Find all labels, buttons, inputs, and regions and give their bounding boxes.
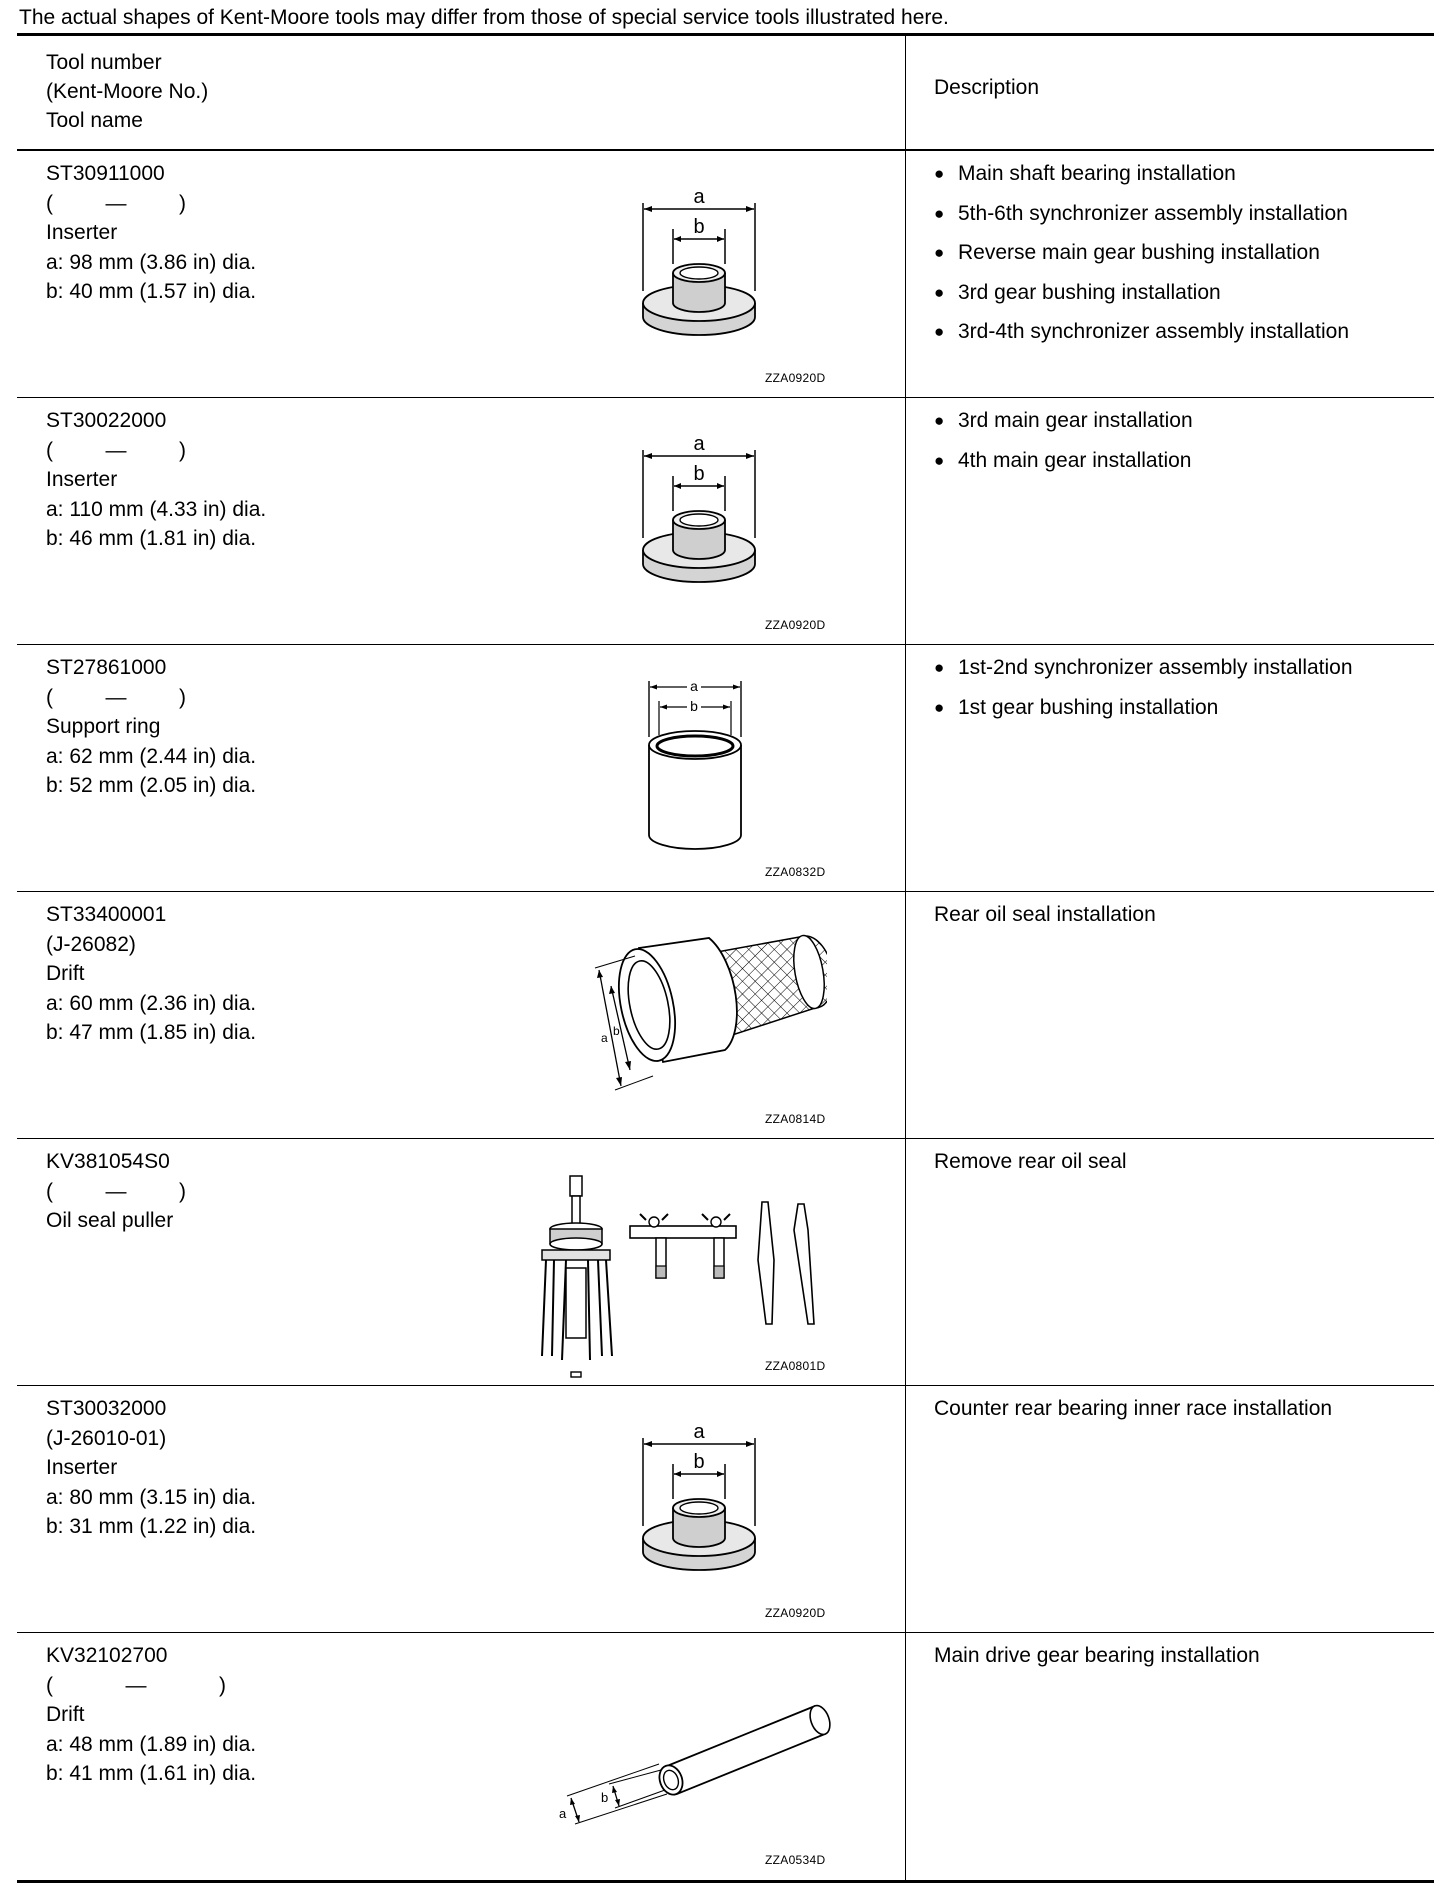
tool-cell bbox=[17, 645, 906, 891]
tool-name: Inserter bbox=[46, 468, 118, 491]
description-cell bbox=[906, 1633, 1434, 1880]
list-item: ● 3rd-4th synchronizer assembly installation bbox=[934, 317, 1349, 357]
inserter-illustration bbox=[617, 1416, 777, 1596]
support-ring-illustration bbox=[637, 667, 757, 867]
svg-text:a: a bbox=[690, 678, 698, 694]
kent-moore-number: (J-26082) bbox=[46, 932, 136, 956]
table-row bbox=[17, 1386, 1434, 1633]
tool-number: ST27861000 bbox=[46, 656, 167, 679]
figure-code: ZZA0814D bbox=[765, 1112, 826, 1126]
table-row bbox=[17, 892, 1434, 1139]
table-header bbox=[17, 36, 1434, 151]
drift-illustration bbox=[577, 930, 827, 1100]
svg-text:b: b bbox=[601, 1790, 609, 1805]
tool-cell bbox=[17, 892, 906, 1138]
description-cell bbox=[906, 398, 1434, 644]
dimension-b: b: 46 mm (1.81 in) dia. bbox=[46, 527, 257, 550]
kent-moore-number: ( — ) bbox=[46, 685, 186, 709]
tool-cell bbox=[17, 398, 906, 644]
table-row bbox=[17, 151, 1434, 398]
inserter-illustration bbox=[617, 181, 777, 361]
svg-text:a: a bbox=[693, 1421, 705, 1443]
special-service-tools-table bbox=[17, 33, 1434, 1883]
header-tool-name: Tool name bbox=[46, 109, 143, 132]
dimension-a: a: 60 mm (2.36 in) dia. bbox=[46, 991, 257, 1015]
inserter-illustration bbox=[617, 428, 777, 608]
tool-description: Remove rear oil seal bbox=[934, 1150, 1127, 1173]
list-item: ● 5th-6th synchronizer assembly installation bbox=[934, 199, 1349, 239]
description-cell bbox=[906, 1139, 1434, 1385]
svg-text:a: a bbox=[693, 186, 705, 208]
dimension-b: b: 40 mm (1.57 in) dia. bbox=[46, 280, 257, 303]
figure-code: ZZA0534D bbox=[765, 1853, 826, 1867]
drift-rod-illustration bbox=[547, 1688, 837, 1848]
dimension-a: a: 80 mm (3.15 in) dia. bbox=[46, 1485, 257, 1509]
list-item: ● 3rd main gear installation bbox=[934, 406, 1193, 446]
list-item: ● 1st gear bushing installation bbox=[934, 693, 1353, 733]
tool-cell bbox=[17, 1386, 906, 1632]
dimension-b: b: 31 mm (1.22 in) dia. bbox=[46, 1515, 257, 1538]
svg-text:a: a bbox=[559, 1806, 567, 1821]
tool-number: ST30032000 bbox=[46, 1397, 167, 1420]
figure-code: ZZA0920D bbox=[765, 371, 826, 385]
usage-list bbox=[934, 406, 1193, 485]
description-cell bbox=[906, 892, 1434, 1138]
list-item: ● 1st-2nd synchronizer assembly installation bbox=[934, 653, 1353, 693]
description-cell bbox=[906, 645, 1434, 891]
list-item: ● 4th main gear installation bbox=[934, 446, 1193, 486]
table-row bbox=[17, 398, 1434, 645]
table-row bbox=[17, 1633, 1434, 1880]
table-row bbox=[17, 1139, 1434, 1386]
figure-code: ZZA0920D bbox=[765, 1606, 826, 1620]
usage-list bbox=[934, 653, 1353, 732]
dimension-a: a: 48 mm (1.89 in) dia. bbox=[46, 1732, 257, 1756]
header-tool-number: Tool number bbox=[46, 51, 162, 74]
dimension-b: b: 52 mm (2.05 in) dia. bbox=[46, 774, 257, 797]
kent-moore-number: (J-26010-01) bbox=[46, 1426, 167, 1450]
tool-number: ST30911000 bbox=[46, 162, 165, 185]
tool-number: KV381054S0 bbox=[46, 1150, 170, 1173]
figure-code: ZZA0832D bbox=[765, 865, 826, 879]
list-item: ● 3rd gear bushing installation bbox=[934, 278, 1349, 318]
header-description-column bbox=[906, 36, 1434, 149]
kent-moore-number: ( — ) bbox=[46, 191, 186, 215]
svg-text:b: b bbox=[613, 1024, 620, 1038]
tool-name: Support ring bbox=[46, 715, 161, 738]
header-tool-column bbox=[17, 36, 906, 149]
tool-name: Drift bbox=[46, 962, 85, 985]
tool-name: Inserter bbox=[46, 1456, 118, 1479]
kent-moore-number: ( — ) bbox=[46, 1673, 226, 1697]
usage-list bbox=[934, 159, 1349, 357]
svg-text:a: a bbox=[693, 433, 705, 455]
svg-text:b: b bbox=[693, 216, 705, 238]
tool-number: ST33400001 bbox=[46, 903, 167, 926]
tool-number: KV32102700 bbox=[46, 1644, 168, 1667]
tool-description: Main drive gear bearing installation bbox=[934, 1644, 1260, 1667]
notice-text: The actual shapes of Kent-Moore tools may differ from those of special service tools illustrated here. bbox=[19, 6, 949, 29]
description-cell bbox=[906, 1386, 1434, 1632]
kent-moore-number: ( — ) bbox=[46, 1179, 186, 1203]
tool-name: Drift bbox=[46, 1703, 85, 1726]
tool-cell bbox=[17, 1633, 906, 1880]
svg-text:b: b bbox=[693, 1451, 705, 1473]
tool-cell bbox=[17, 151, 906, 397]
oil-seal-puller-illustration bbox=[532, 1174, 852, 1379]
svg-text:a: a bbox=[601, 1031, 608, 1045]
dimension-a: a: 62 mm (2.44 in) dia. bbox=[46, 744, 257, 768]
kent-moore-number: ( — ) bbox=[46, 438, 186, 462]
dimension-b: b: 41 mm (1.61 in) dia. bbox=[46, 1762, 257, 1785]
dimension-a: a: 98 mm (3.86 in) dia. bbox=[46, 250, 257, 274]
figure-code: ZZA0920D bbox=[765, 618, 826, 632]
figure-code: ZZA0801D bbox=[765, 1359, 826, 1373]
tool-number: ST30022000 bbox=[46, 409, 167, 432]
tool-name: Inserter bbox=[46, 221, 118, 244]
svg-text:b: b bbox=[693, 463, 705, 485]
list-item: ● Main shaft bearing installation bbox=[934, 159, 1349, 199]
dimension-a: a: 110 mm (4.33 in) dia. bbox=[46, 497, 267, 521]
tool-name: Oil seal puller bbox=[46, 1209, 174, 1232]
svg-text:b: b bbox=[690, 698, 698, 714]
description-cell bbox=[906, 151, 1434, 397]
tool-cell bbox=[17, 1139, 906, 1385]
table-row bbox=[17, 645, 1434, 892]
dimension-b: b: 47 mm (1.85 in) dia. bbox=[46, 1021, 257, 1044]
header-kent-moore: (Kent-Moore No.) bbox=[46, 80, 209, 103]
list-item: ● Reverse main gear bushing installation bbox=[934, 238, 1349, 278]
tool-description: Counter rear bearing inner race installation bbox=[934, 1397, 1333, 1420]
tool-description: Rear oil seal installation bbox=[934, 903, 1156, 926]
header-description: Description bbox=[934, 76, 1040, 99]
